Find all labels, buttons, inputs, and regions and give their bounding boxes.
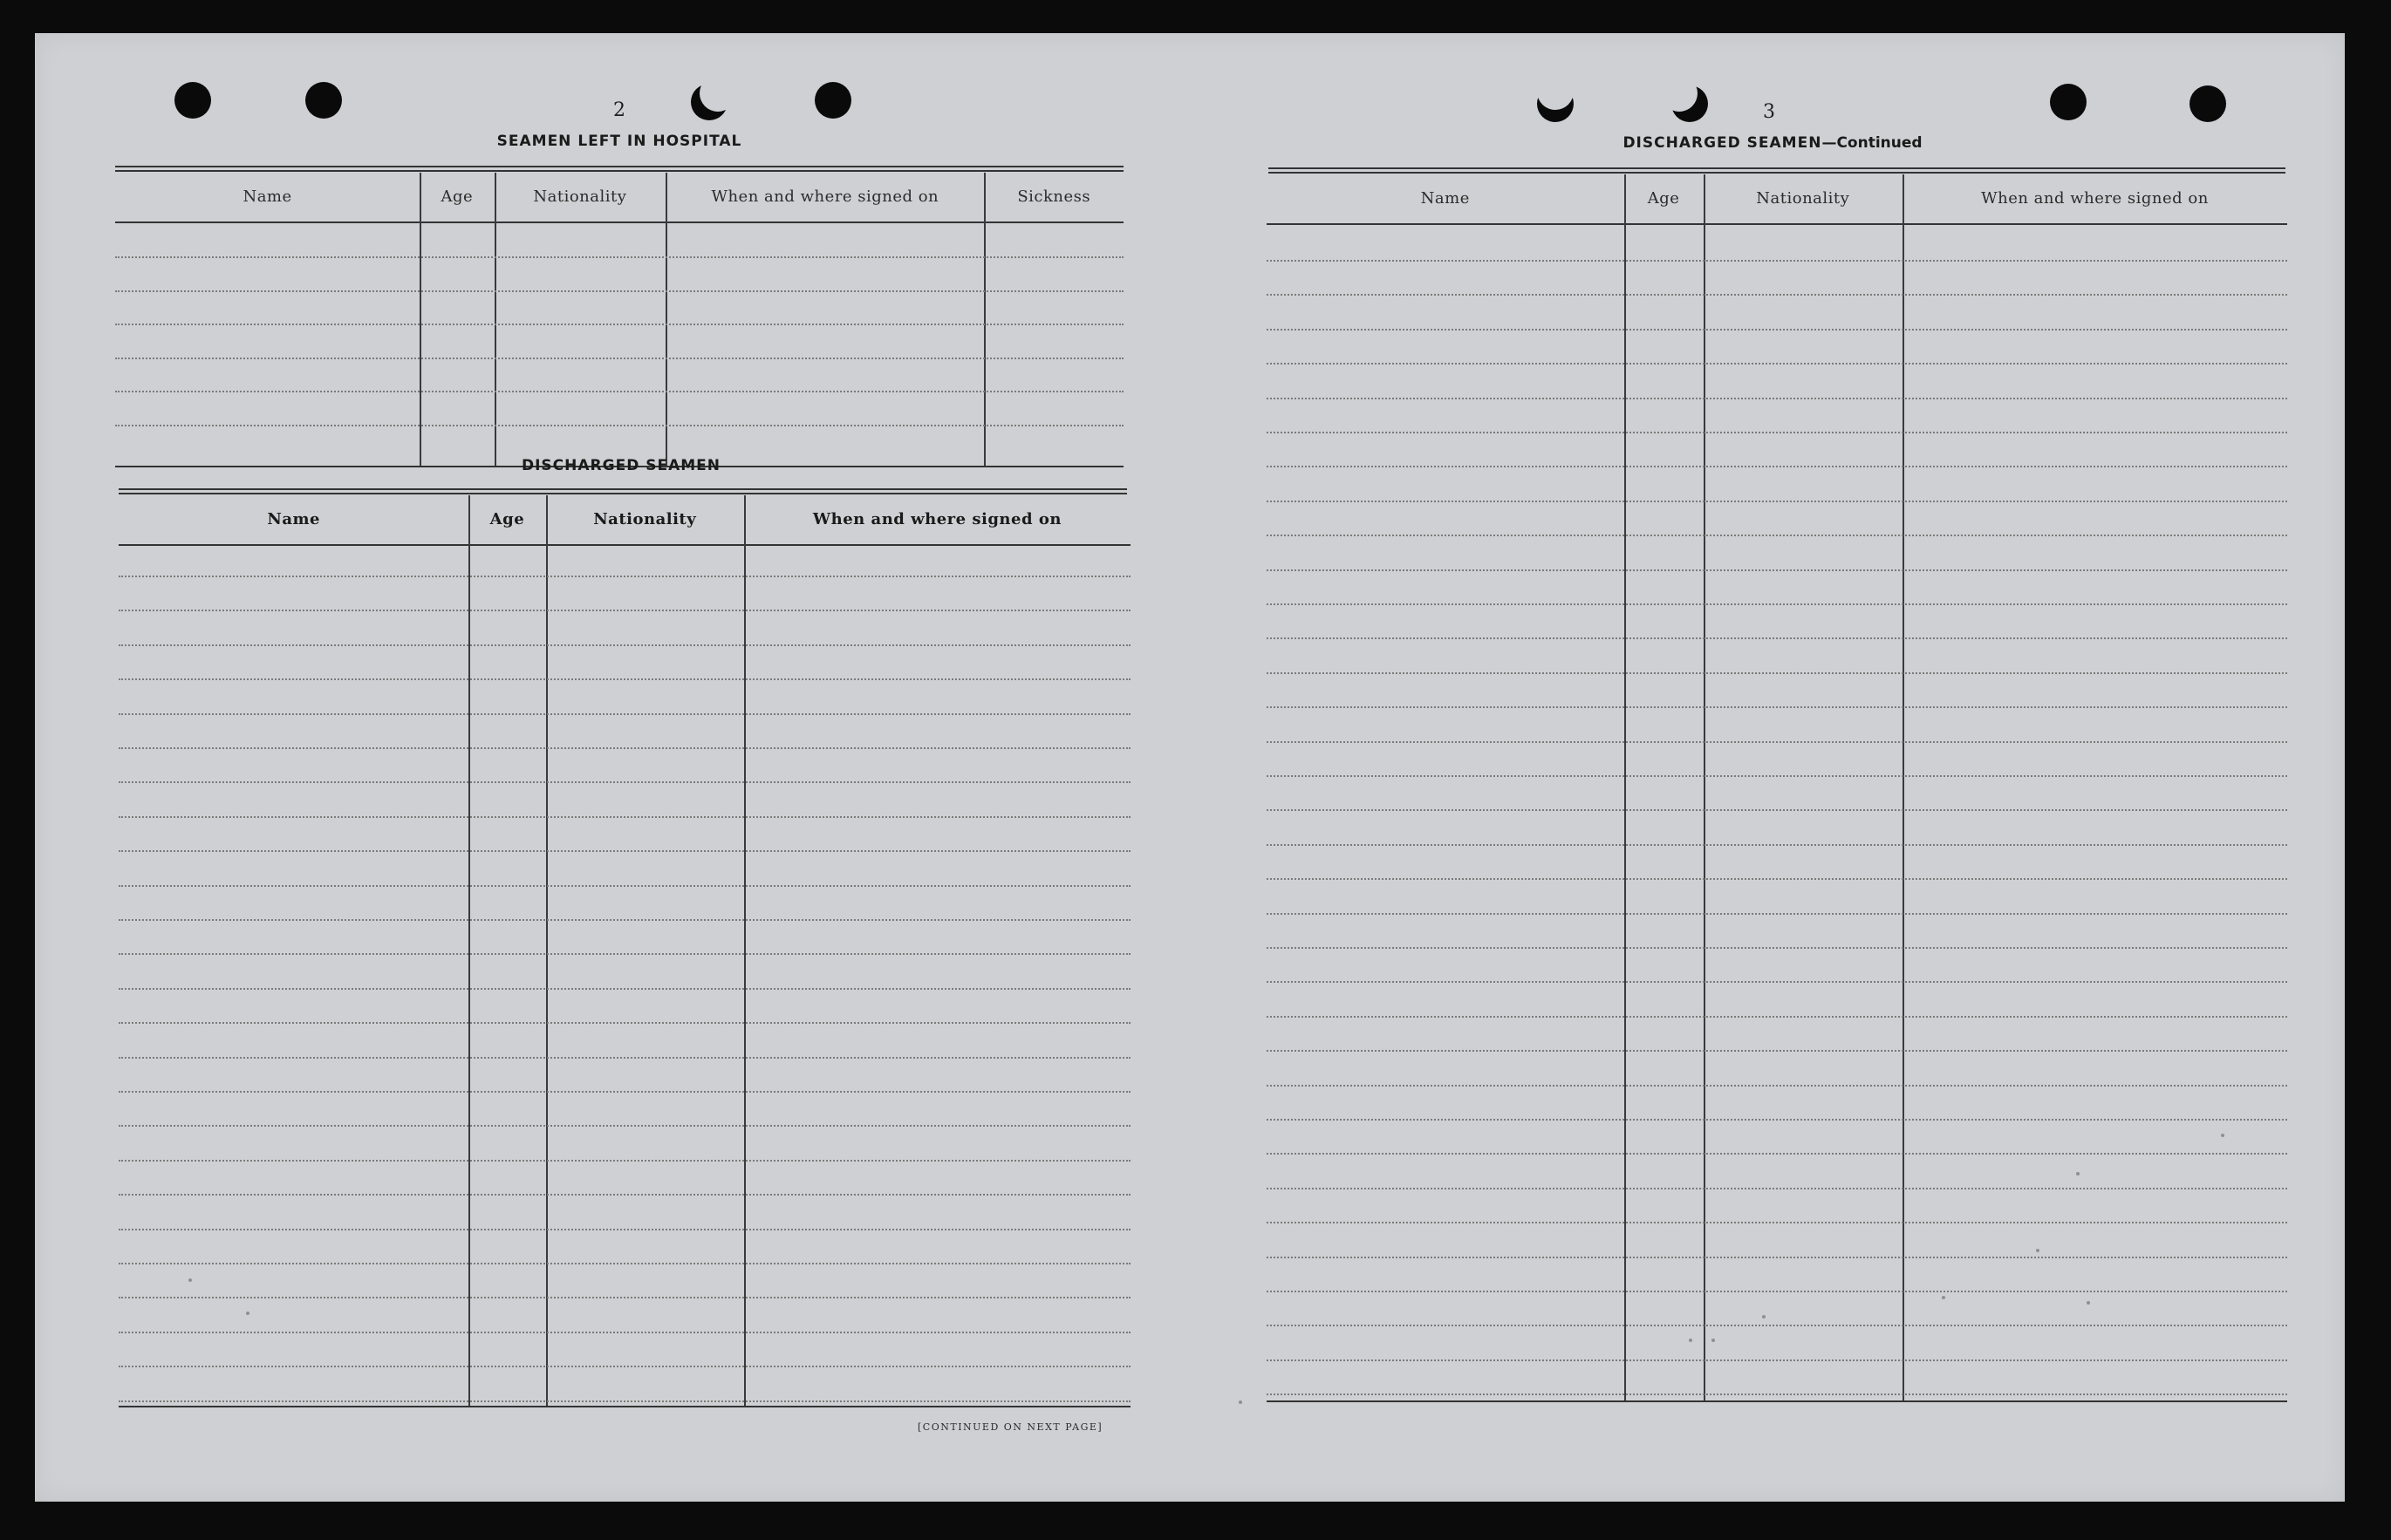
table-row bbox=[119, 781, 1131, 783]
table-row bbox=[1267, 398, 2287, 399]
table-row bbox=[1267, 741, 2287, 743]
table-row bbox=[119, 1160, 1131, 1162]
column-divider bbox=[468, 495, 470, 1406]
column-divider bbox=[1704, 174, 1705, 1400]
column-divider bbox=[1624, 174, 1626, 1400]
column-divider bbox=[984, 173, 986, 466]
double-rule bbox=[119, 488, 1127, 494]
table-row bbox=[1267, 603, 2287, 605]
table-row bbox=[119, 953, 1131, 955]
table-row bbox=[119, 747, 1131, 749]
table-row bbox=[1267, 913, 2287, 915]
table-row bbox=[1267, 1257, 2287, 1258]
table-row bbox=[119, 644, 1131, 646]
punch-hole bbox=[691, 84, 728, 120]
table-row bbox=[1267, 1119, 2287, 1121]
table-row bbox=[1267, 706, 2287, 708]
continued-note: [CONTINUED ON NEXT PAGE] bbox=[918, 1421, 1103, 1433]
table-row bbox=[119, 1125, 1131, 1127]
scan-speck bbox=[1942, 1296, 1945, 1299]
ledger-sheet bbox=[35, 33, 2345, 1502]
scan-speck bbox=[1762, 1315, 1766, 1319]
scan-speck bbox=[246, 1312, 249, 1315]
scan-speck bbox=[2221, 1134, 2224, 1137]
column-divider bbox=[420, 173, 421, 466]
table-row bbox=[119, 1022, 1131, 1024]
scan-speck bbox=[1689, 1339, 1692, 1342]
table-row bbox=[1267, 535, 2287, 536]
table-row bbox=[1267, 501, 2287, 502]
table-row bbox=[1267, 1085, 2287, 1087]
punch-hole bbox=[2050, 84, 2087, 120]
scan-speck bbox=[2036, 1249, 2039, 1252]
section-title-suffix: —Continued bbox=[1821, 134, 1923, 152]
table-row bbox=[1267, 1359, 2287, 1361]
table-bottom-rule bbox=[1267, 1400, 2287, 1402]
table-row bbox=[1267, 981, 2287, 983]
column-header: Nationality bbox=[593, 510, 697, 528]
table-row bbox=[1267, 775, 2287, 777]
table-row bbox=[1267, 809, 2287, 811]
table-row bbox=[115, 290, 1124, 292]
table-row bbox=[1267, 432, 2287, 433]
section-title-text: DISCHARGED SEAMEN bbox=[1622, 134, 1822, 152]
column-divider bbox=[546, 495, 548, 1406]
section-title-discharged: DISCHARGED SEAMEN bbox=[522, 457, 721, 474]
table-row bbox=[119, 713, 1131, 715]
double-rule bbox=[1268, 167, 2285, 174]
table-row bbox=[1267, 329, 2287, 330]
table-row bbox=[119, 885, 1131, 887]
punch-hole bbox=[174, 82, 211, 119]
table-row bbox=[119, 1263, 1131, 1264]
table-row bbox=[1267, 1222, 2287, 1223]
column-header: Age bbox=[441, 187, 474, 206]
scan-speck bbox=[188, 1278, 192, 1282]
table-row bbox=[119, 1091, 1131, 1093]
column-header: Nationality bbox=[1756, 189, 1850, 208]
page-number: 2 bbox=[613, 99, 625, 121]
column-header: Age bbox=[489, 510, 525, 528]
column-divider bbox=[744, 495, 746, 1406]
table-row bbox=[119, 850, 1131, 852]
table-row bbox=[115, 256, 1124, 258]
table-row bbox=[119, 1400, 1131, 1402]
section-title-hospital: SEAMEN LEFT IN HOSPITAL bbox=[496, 133, 742, 150]
table-header bbox=[115, 173, 1124, 223]
scan-speck bbox=[2087, 1301, 2090, 1305]
column-header: Name bbox=[1420, 189, 1470, 208]
table-row bbox=[1267, 637, 2287, 639]
table-bottom-rule bbox=[119, 1406, 1131, 1407]
column-header: Sickness bbox=[1017, 187, 1091, 206]
punch-hole bbox=[2189, 85, 2226, 122]
table-header bbox=[119, 495, 1131, 546]
table-row bbox=[119, 816, 1131, 818]
table-row bbox=[1267, 844, 2287, 846]
column-header: Name bbox=[267, 510, 320, 528]
table-row bbox=[119, 1194, 1131, 1196]
scan-speck bbox=[1711, 1339, 1715, 1342]
table-row bbox=[1267, 363, 2287, 365]
table-row bbox=[119, 1297, 1131, 1298]
column-divider bbox=[666, 173, 667, 466]
hospital-table bbox=[115, 173, 1124, 466]
punch-hole bbox=[815, 82, 851, 119]
table-row bbox=[1267, 1016, 2287, 1018]
table-row bbox=[119, 610, 1131, 611]
table-row bbox=[1267, 947, 2287, 949]
column-header: Name bbox=[243, 187, 292, 206]
scan-speck bbox=[1239, 1400, 1242, 1404]
column-divider bbox=[495, 173, 496, 466]
table-row bbox=[119, 1366, 1131, 1367]
table-row bbox=[1267, 1393, 2287, 1395]
column-header: Age bbox=[1647, 189, 1680, 208]
table-row bbox=[1267, 1188, 2287, 1189]
table-row bbox=[1267, 1153, 2287, 1155]
section-title-discharged-continued bbox=[1267, 134, 2278, 152]
table-row bbox=[119, 678, 1131, 680]
table-row bbox=[1267, 1291, 2287, 1292]
punch-hole bbox=[305, 82, 342, 119]
column-header: Nationality bbox=[533, 187, 627, 206]
table-row bbox=[119, 988, 1131, 990]
scan-speck bbox=[2076, 1172, 2080, 1175]
table-header bbox=[1267, 174, 2287, 225]
table-row bbox=[1267, 466, 2287, 467]
table-row bbox=[119, 1332, 1131, 1333]
punch-hole bbox=[1537, 85, 1574, 122]
double-rule bbox=[115, 166, 1124, 172]
table-row bbox=[1267, 672, 2287, 674]
table-row bbox=[115, 324, 1124, 325]
table-row bbox=[115, 358, 1124, 359]
column-header: When and where signed on bbox=[1981, 189, 2209, 208]
column-header: When and where signed on bbox=[711, 187, 939, 206]
table-row bbox=[1267, 1050, 2287, 1052]
table-row bbox=[119, 1057, 1131, 1059]
discharged-continued-table bbox=[1267, 174, 2287, 1400]
table-row bbox=[1267, 260, 2287, 262]
table-row bbox=[1267, 1325, 2287, 1326]
table-row bbox=[1267, 878, 2287, 880]
table-row bbox=[119, 919, 1131, 921]
table-row bbox=[119, 576, 1131, 577]
discharged-table bbox=[119, 495, 1131, 1406]
table-row bbox=[1267, 294, 2287, 296]
table-row bbox=[115, 391, 1124, 392]
table-row bbox=[115, 425, 1124, 426]
table-row bbox=[119, 1229, 1131, 1230]
page-number: 3 bbox=[1763, 101, 1775, 123]
column-header: When and where signed on bbox=[812, 510, 1062, 528]
table-row bbox=[1267, 569, 2287, 571]
column-divider bbox=[1903, 174, 1904, 1400]
punch-hole bbox=[1671, 85, 1708, 122]
